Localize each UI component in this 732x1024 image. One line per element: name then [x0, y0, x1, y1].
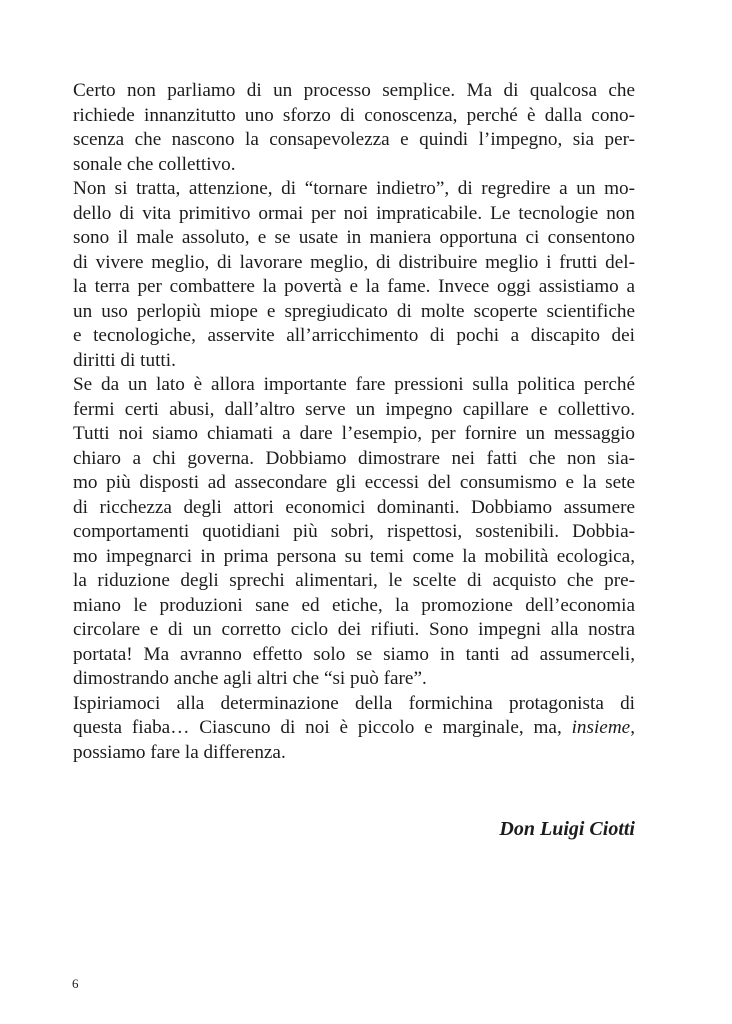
text-line: mo impegnarci in prima persona su temi come la mobilità ecologica,	[73, 545, 635, 567]
text-line: possiamo fare la differenza.	[73, 741, 286, 763]
text-line	[73, 716, 635, 741]
author-signature: Don Luigi Ciotti	[499, 818, 635, 840]
text-line: di ricchezza degli attori economici dominanti. Dobbiamo assumere	[73, 496, 635, 518]
text-line: scenza che nascono la consapevolezza e quindi l’impegno, sia per-	[73, 129, 635, 150]
page-number: 6	[72, 976, 79, 991]
text-line: richiede innanzitutto uno sforzo di conoscenza, perché è dalla cono-	[73, 104, 635, 126]
text-line: un uso perlopiù miope e spregiudicato di molte scoperte scientifiche	[73, 300, 635, 322]
text-line: Certo non parliamo di un processo semplice. Ma di qualcosa che	[73, 80, 635, 101]
text-line: e tecnologiche, asservite all’arricchimento di pochi a discapito dei	[73, 325, 635, 346]
text-line: diritti di tutti.	[73, 349, 176, 371]
text-line: miano le produzioni sane ed etiche, la promozione dell’economia	[73, 594, 635, 616]
text-line: la terra per combattere la povertà e la fame. Invece oggi assistiamo a	[73, 276, 635, 297]
text-line-segment: ,	[630, 717, 635, 738]
body-text	[73, 79, 635, 765]
text-line: Se da un lato è allora importante fare pressioni sulla politica perché	[73, 374, 635, 395]
text-line: sono il male assoluto, e se usate in maniera opportuna ci consentono	[73, 227, 635, 248]
text-line: comportamenti quotidiani più sobri, rispettosi, sostenibili. Dobbia-	[73, 521, 635, 542]
text-line: la riduzione degli sprechi alimentari, le scelte di acquisto che pre-	[73, 570, 635, 591]
text-line: Non si tratta, attenzione, di “tornare indietro”, di regredire a un mo-	[73, 178, 635, 199]
text-line: dimostrando anche agli altri che “si può fare”.	[73, 668, 427, 689]
text-line: Tutti noi siamo chiamati a dare l’esempio, per fornire un messaggio	[73, 423, 635, 444]
text-line: portata! Ma avranno effetto solo se siamo in tanti ad assumerceli,	[73, 643, 635, 665]
emphasized-word: insieme	[571, 717, 631, 738]
text-line: dello di vita primitivo ormai per noi impraticabile. Le tecnologie non	[73, 202, 635, 224]
text-line: sonale che collettivo.	[73, 153, 236, 175]
text-line: circolare e di un corretto ciclo dei rifiuti. Sono impegni alla nostra	[73, 619, 635, 640]
text-line: fermi certi abusi, dall’altro serve un impegno capillare e collettivo.	[73, 398, 635, 420]
text-line: mo più disposti ad assecondare gli eccessi del consumismo e la sete	[73, 472, 635, 493]
text-line: di vivere meglio, di lavorare meglio, di distribuire meglio i frutti del-	[73, 251, 635, 273]
text-line: chiaro a chi governa. Dobbiamo dimostrare nei fatti che non sia-	[73, 447, 635, 469]
text-line-segment: questa fiaba… Ciascuno di noi è piccolo e marginale, ma,	[73, 717, 572, 738]
text-line: Ispiriamoci alla determinazione della formichina protagonista di	[73, 692, 635, 714]
